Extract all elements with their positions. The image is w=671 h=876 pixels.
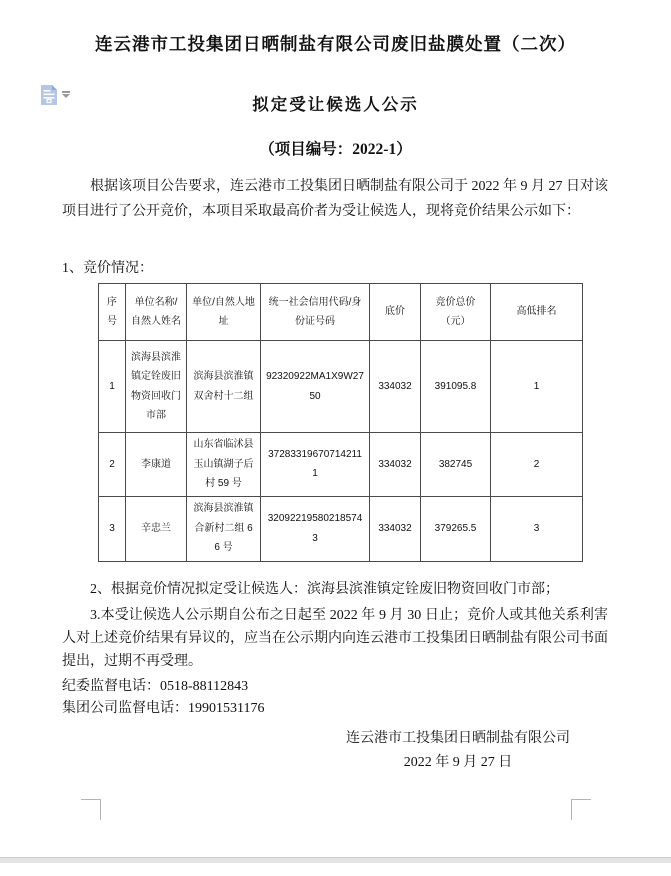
contact-block	[62, 676, 608, 720]
col-header-rank: 高低排名	[491, 284, 583, 341]
bid-table	[98, 283, 583, 562]
signature-company: 连云港市工投集团日晒制盐有限公司	[346, 731, 570, 746]
margin-corner-right-horizontal	[571, 799, 591, 800]
cell-index: 1	[99, 341, 126, 433]
col-header-base-price: 底价	[370, 284, 421, 341]
notice-paragraph: 3.本受让候选人公示期自公布之日起至 2022 年 9 月 30 日止；竞价人或其他关系利害人对上述竞价结果有异议的，应当在公示期内向连云港市工投集团日晒制盐有限公司书面提出，过期不再受理。	[62, 608, 608, 669]
cell-base-price: 334032	[370, 496, 421, 561]
cell-address: 山东省临沭县玉山镇湖子后村 59 号	[187, 433, 261, 497]
cell-name: 李康道	[126, 433, 187, 497]
table-row	[99, 433, 583, 497]
project-number: （项目编号：2022-1）	[259, 141, 412, 158]
col-header-address: 单位/自然人地址	[187, 284, 261, 341]
cell-credit-code: 320922195802185743	[261, 496, 370, 561]
cell-rank: 3	[491, 496, 583, 561]
cell-rank: 2	[491, 433, 583, 497]
result-paragraph: 2、根据竞价情况拟定受让候选人：滨海县滨淮镇定铨废旧物资回收门市部；	[90, 582, 559, 597]
cell-index: 3	[99, 496, 126, 561]
cell-base-price: 334032	[370, 433, 421, 497]
cell-index: 2	[99, 433, 126, 497]
cell-base-price: 334032	[370, 341, 421, 433]
page-subtitle: 拟定受让候选人公示	[252, 95, 419, 114]
cell-address: 滨海县滨淮镇双舍村十二组	[187, 341, 261, 433]
table-header-row	[99, 284, 583, 341]
table-row	[99, 341, 583, 433]
signature-date: 2022 年 9 月 27 日	[403, 755, 513, 770]
page-bottom-edge	[0, 857, 671, 863]
col-header-total-price: 竞价总价（元）	[421, 284, 491, 341]
cell-name: 辛忠兰	[126, 496, 187, 561]
section1-label: 1、竞价情况：	[62, 261, 153, 276]
cell-credit-code: 372833196707142111	[261, 433, 370, 497]
col-header-name: 单位名称/自然人姓名	[126, 284, 187, 341]
cell-rank: 1	[491, 341, 583, 433]
cell-name: 滨海县滨淮镇定铨废旧物资回收门市部	[126, 341, 187, 433]
cell-credit-code: 92320922MA1X9W2750	[261, 341, 370, 433]
page-title: 连云港市工投集团日晒制盐有限公司废旧盐膜处置（二次）	[95, 34, 576, 54]
cell-total-price: 382745	[421, 433, 491, 497]
margin-corner-left-vertical	[100, 799, 101, 820]
signature-block	[340, 727, 576, 775]
discipline-phone: 纪委监督电话：0518-88112843	[62, 679, 249, 694]
table-row	[99, 496, 583, 561]
margin-corner-right-vertical	[571, 799, 572, 820]
margin-corner-left-horizontal	[81, 799, 101, 800]
col-header-credit-code: 统一社会信用代码/身份证号码	[261, 284, 370, 341]
group-phone: 集团公司监督电话：19901531176	[62, 701, 265, 716]
cell-total-price: 391095.8	[421, 341, 491, 433]
intro-paragraph: 根据该项目公告要求，连云港市工投集团日晒制盐有限公司于 2022 年 9 月 27 日对该项目进行了公开竞价，本项目采取最高价者为受让候选人，现将竞价结果公示如下：	[62, 179, 608, 219]
cell-total-price: 379265.5	[421, 496, 491, 561]
col-header-index: 序号	[99, 284, 126, 341]
cell-address: 滨海县滨淮镇合新村二组 66 号	[187, 496, 261, 561]
